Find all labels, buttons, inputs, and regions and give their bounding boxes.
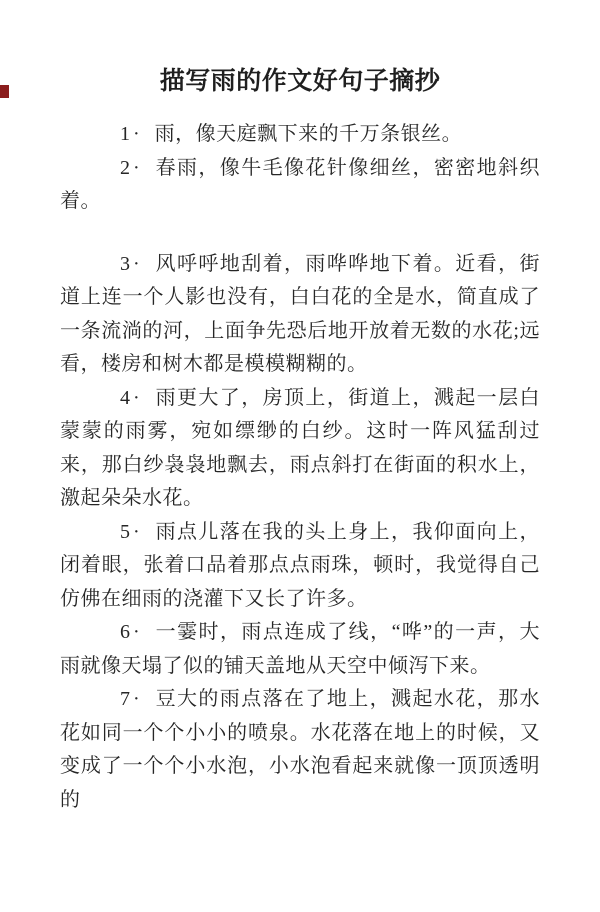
sentence-item-3 — [60, 248, 540, 382]
item-number: 3· — [120, 252, 143, 275]
sentence-item-4 — [60, 382, 540, 516]
item-number: 4· — [120, 386, 143, 409]
document-body — [60, 118, 540, 817]
document-page — [0, 64, 600, 912]
item-number: 5· — [120, 520, 143, 543]
item-text: 春雨，像牛毛像花针像细丝，密密地斜织着。 — [60, 156, 540, 212]
item-text: 一霎时，雨点连成了线，“哗”的一声，大雨就像天塌了似的铺天盖地从天空中倾泻下来。 — [60, 621, 540, 677]
item-text: 雨，像天庭飘下来的千万条银丝。 — [154, 123, 463, 145]
sentence-item-2 — [60, 152, 540, 219]
item-number: 1· — [120, 123, 143, 145]
item-number: 7· — [120, 688, 143, 710]
item-text: 雨点儿落在我的头上身上，我仰面向上，闭着眼，张着口品着那点点雨珠，顿时，我觉得自己仿佛在细雨的浇灌下又长了许多。 — [60, 520, 540, 610]
sentence-item-1 — [60, 118, 540, 152]
blank-line — [60, 219, 540, 248]
item-text: 雨更大了，房顶上，街道上，溅起一层白蒙蒙的雨雾，宛如缥缈的白纱。这时一阵风猛刮过来，那白纱袅袅地飘去，雨点斜打在街面的积水上，激起朵朵水花。 — [60, 386, 540, 509]
sentence-item-7 — [60, 683, 540, 817]
item-number: 2· — [120, 156, 143, 179]
item-number: 6· — [120, 621, 143, 643]
sentence-item-6 — [60, 616, 540, 683]
page-title: 描写雨的作文好句子摘抄 — [159, 67, 441, 95]
item-text: 风呼呼地刮着，雨哗哗地下着。近看，街道上连一个人影也没有，白白花的全是水，简直成了一条流淌的河，上面争先恐后地开放着无数的水花;远看，楼房和树木都是模模糊糊的。 — [60, 252, 540, 375]
sentence-item-5 — [60, 516, 540, 617]
page-corner-marker — [0, 85, 9, 98]
item-text: 豆大的雨点落在了地上，溅起水花，那水花如同一个个小小的喷泉。水花落在地上的时候，又变成了一个个小水泡，小水泡看起来就像一顶顶透明的 — [60, 688, 540, 811]
